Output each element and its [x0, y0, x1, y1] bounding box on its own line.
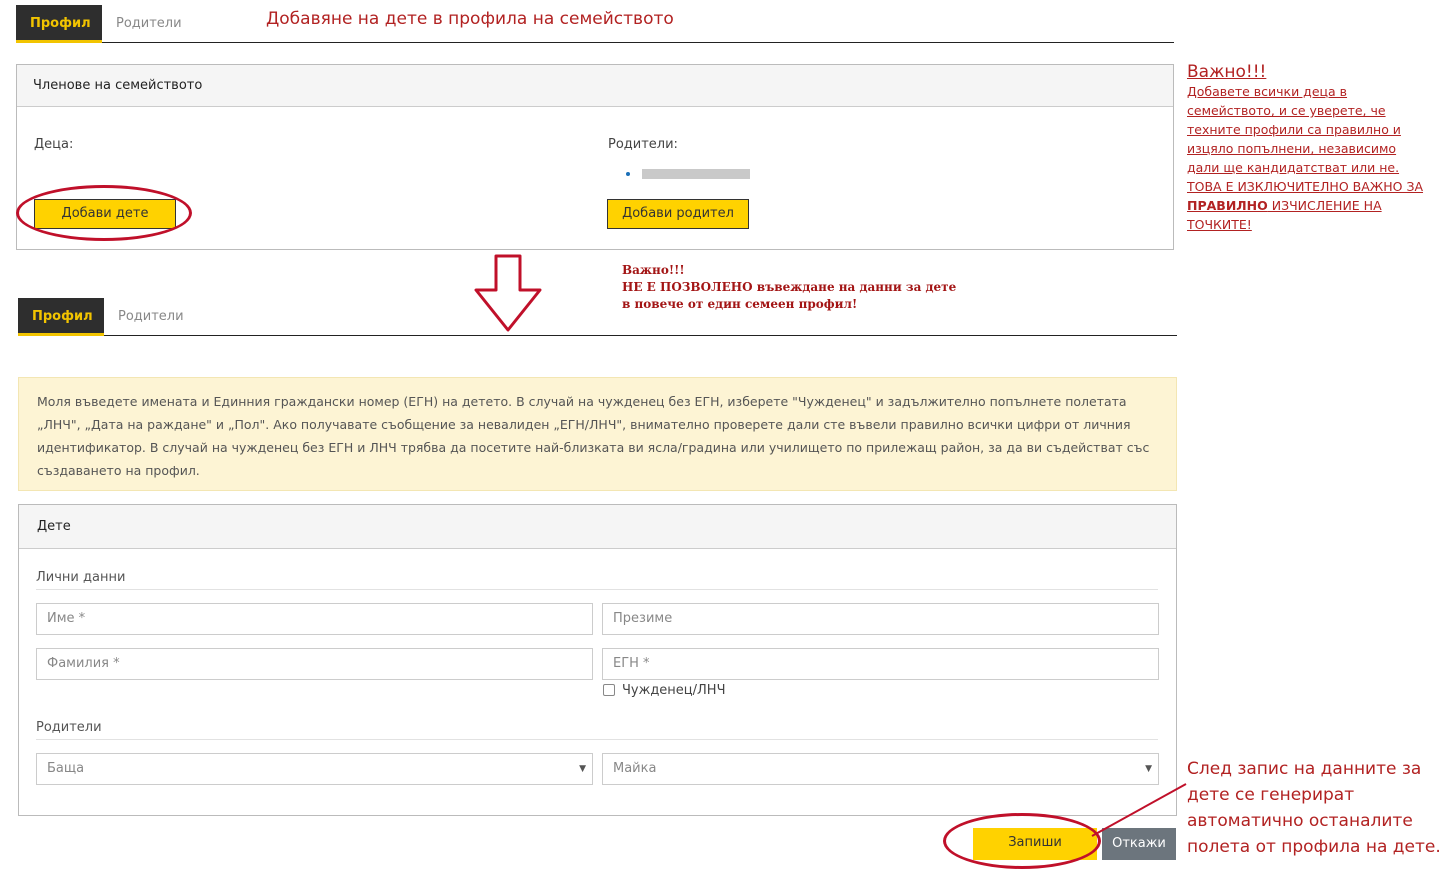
father-select-value: Баща: [47, 761, 85, 776]
bottom-note-line: полета от профила на дете.: [1187, 837, 1441, 857]
bottom-note-line: автоматично останалите: [1187, 811, 1413, 831]
parents-label: Родители:: [608, 137, 678, 152]
mother-select-value: Майка: [613, 761, 657, 776]
family-members-panel: [16, 64, 1174, 250]
bottom-note-line: дете се генерират: [1187, 785, 1355, 805]
panel-title: Дете: [19, 505, 1176, 549]
tab-profile[interactable]: Профил: [18, 298, 104, 336]
side-note-line: изцяло попълнени, независимо: [1187, 141, 1397, 156]
tab-parents[interactable]: Родители: [116, 16, 182, 31]
side-note-line: Добавете всички деца в: [1187, 84, 1348, 99]
side-note-line: ТОЧКИТЕ!: [1187, 217, 1252, 232]
parent-list-bullet: [626, 172, 630, 176]
add-parent-button[interactable]: Добави родител: [607, 199, 749, 229]
side-note-line: техните профили са правилно и: [1187, 122, 1401, 137]
save-button[interactable]: Запиши: [973, 828, 1097, 860]
warning-line: Важно!!!: [622, 263, 685, 277]
second-tab-bar: [18, 298, 1177, 336]
side-note-line: [1187, 196, 1443, 215]
info-alert: Моля въведете имената и Единния граждански номер (ЕГН) на детето. В случай на чужденец без ЕГН, изберете "Чужденец" и задължително попълнете полетата „ЛНЧ", „Дата на раждане" и „Пол". Ако получавате съобщение за невалиден „ЕГН/ЛНЧ", внимателно проверете дали сте въвели правилно всички цифри от личния идентификатор. В случай на чужденец без ЕГН и ЛНЧ трябва да посетите най-близката ви ясла/градина или училището по прилежащ район, за да ви съдействат със създаването на профил.: [18, 377, 1177, 491]
annotation-title: Добавяне на дете в профила на семейството: [266, 9, 674, 29]
mother-select[interactable]: [602, 753, 1159, 785]
highlight-ellipse: [16, 185, 192, 241]
tab-profile[interactable]: Профил: [16, 5, 102, 43]
middle-name-input[interactable]: Презиме: [602, 603, 1159, 635]
section-divider: [36, 589, 1158, 590]
father-select[interactable]: [36, 753, 593, 785]
chevron-down-icon: ▼: [579, 764, 586, 774]
foreigner-checkbox-label: Чужденец/ЛНЧ: [622, 683, 726, 698]
children-label: Деца:: [34, 137, 74, 152]
chevron-down-icon: ▼: [1145, 764, 1152, 774]
cancel-button[interactable]: Откажи: [1102, 828, 1176, 860]
child-form-panel: [18, 504, 1177, 816]
side-note-bold-word: ПРАВИЛНО: [1187, 198, 1268, 213]
last-name-input[interactable]: Фамилия *: [36, 648, 593, 680]
highlight-ellipse: [943, 813, 1101, 869]
egn-input[interactable]: ЕГН *: [602, 648, 1159, 680]
side-note-line: семейството, и се уверете, че: [1187, 103, 1386, 118]
warning-line: НЕ Е ПОЗВОЛЕНО въвеждане на данни за дете: [622, 280, 957, 294]
side-note-heading: Важно!!!: [1187, 62, 1267, 82]
side-note-line: ТОВА Е ИЗКЛЮЧИТЕЛНО ВАЖНО ЗА: [1187, 179, 1424, 194]
important-side-note: [1187, 62, 1443, 234]
panel-title: Членове на семейството: [17, 65, 1173, 107]
section-divider: [36, 739, 1158, 740]
parents-section-label: Родители: [36, 720, 102, 735]
add-child-button[interactable]: Добави дете: [34, 199, 176, 229]
foreigner-checkbox[interactable]: [603, 684, 615, 696]
warning-line: в повече от един семеен профил!: [622, 297, 858, 311]
personal-data-section-label: Лични данни: [36, 570, 126, 585]
side-note-line-rest: ИЗЧИСЛЕНИЕ НА: [1267, 198, 1382, 213]
bottom-note: [1187, 756, 1443, 860]
first-name-input[interactable]: Име *: [36, 603, 593, 635]
callout-line: [1090, 780, 1190, 840]
bottom-note-line: След запис на данните за: [1187, 759, 1422, 779]
redacted-parent-name: [642, 169, 750, 179]
tab-parents[interactable]: Родители: [118, 309, 184, 324]
side-note-line: дали ще кандидатстват или не.: [1187, 160, 1400, 175]
